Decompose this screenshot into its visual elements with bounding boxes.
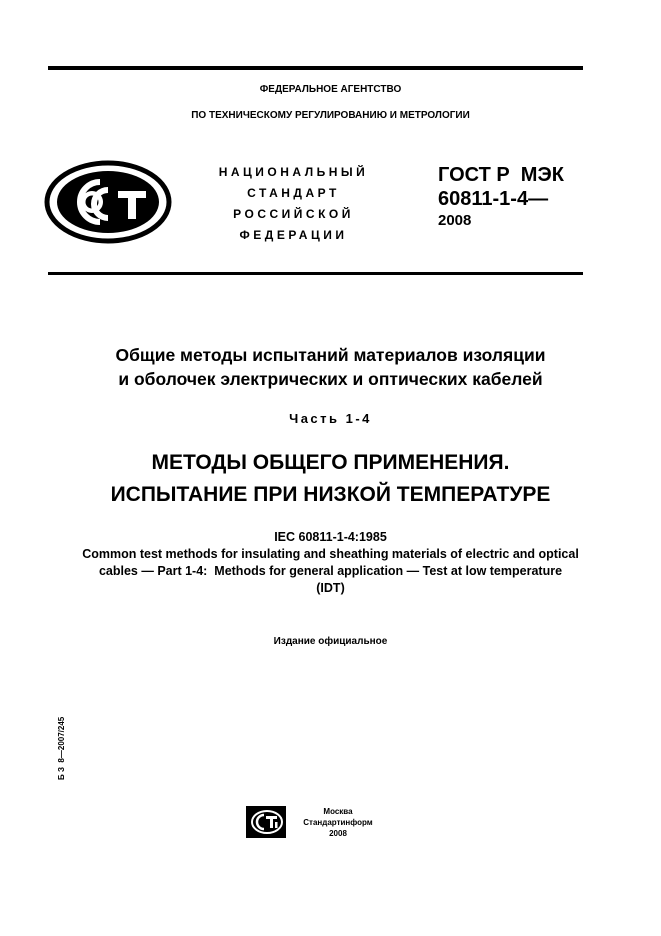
iec-reference: IEC 60811-1-4:1985 [274, 530, 387, 544]
iec-title-line-3: (IDT) [316, 581, 345, 595]
middle-rule [48, 272, 583, 275]
national-line-2: СТАНДАРТ [247, 186, 340, 200]
publisher-city: Москва [323, 807, 353, 816]
vertical-code: Б З 8—2007/245 [57, 716, 66, 780]
gost-code-line-2: 60811-1-4— [438, 188, 549, 210]
subtitle-line-2: ИСПЫТАНИЕ ПРИ НИЗКОЙ ТЕМПЕРАТУРЕ [110, 483, 551, 506]
national-line-3: РОССИЙСКОЙ [233, 207, 354, 221]
iec-title-line-2: cables — Part 1-4: Methods for general application — Test at low temperature [98, 564, 563, 578]
national-line-4: ФЕДЕРАЦИИ [239, 228, 348, 242]
part-number: Часть 1-4 [289, 411, 372, 426]
national-line-1: НАЦИОНАЛЬНЫЙ [218, 165, 369, 179]
title-line-2: и оболочек электрических и оптических кабелей [118, 369, 543, 389]
edition-label: Издание официальное [273, 636, 388, 647]
standartinform-logo [246, 806, 286, 838]
gost-r-logo [44, 160, 172, 244]
title-line-1: Общие методы испытаний материалов изоляции [115, 345, 546, 365]
agency-line-1: ФЕДЕРАЛЬНОЕ АГЕНТСТВО [259, 84, 402, 95]
agency-line-2: ПО ТЕХНИЧЕСКОМУ РЕГУЛИРОВАНИЮ И МЕТРОЛОГИИ [191, 110, 470, 121]
top-rule [48, 66, 583, 70]
iec-title-line-1: Common test methods for insulating and sheathing materials of electric and optical [82, 547, 579, 561]
gost-year: 2008 [438, 212, 472, 229]
subtitle-line-1: МЕТОДЫ ОБЩЕГО ПРИМЕНЕНИЯ. [151, 451, 510, 474]
gost-code-line-1: ГОСТ Р МЭК [438, 164, 564, 186]
publisher-name: Стандартинформ [303, 818, 373, 827]
publisher-year: 2008 [329, 829, 347, 838]
